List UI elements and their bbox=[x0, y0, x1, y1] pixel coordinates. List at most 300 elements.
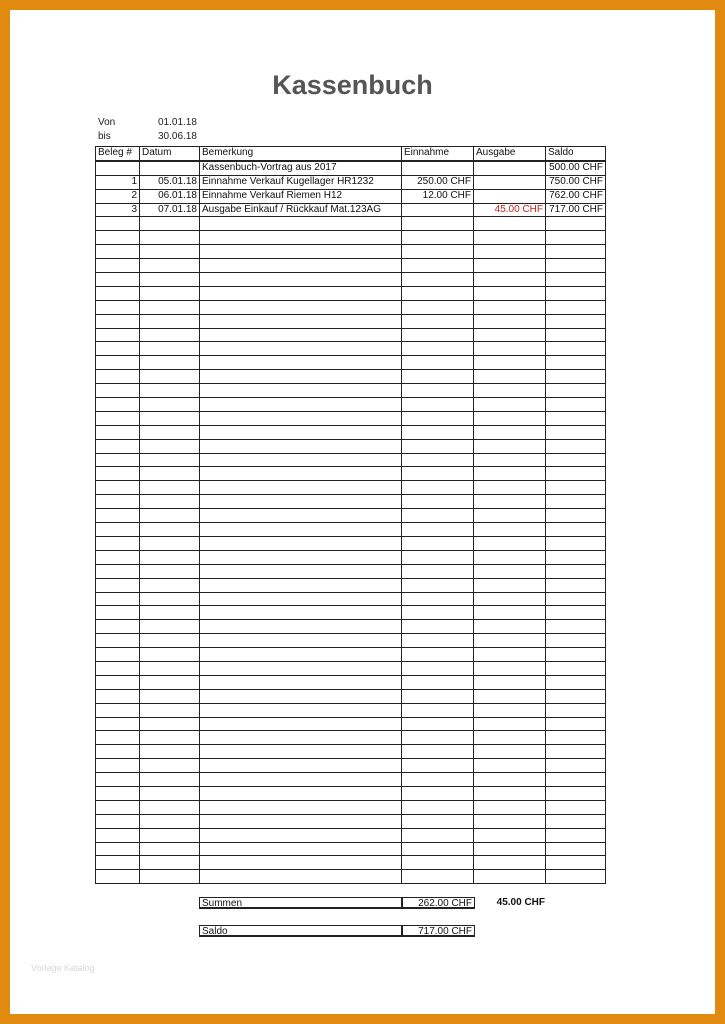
header-datum: Datum bbox=[140, 147, 200, 161]
cell-datum bbox=[140, 689, 200, 703]
cell-bemerkung: Ausgabe Einkauf / Rückkauf Mat.123AG bbox=[200, 203, 402, 217]
table-row bbox=[96, 231, 606, 245]
cell-bemerkung bbox=[200, 578, 402, 592]
cell-datum bbox=[140, 536, 200, 550]
cell-saldo bbox=[546, 286, 606, 300]
cell-ausgabe bbox=[474, 175, 546, 189]
cell-saldo: 762.00 CHF bbox=[546, 189, 606, 203]
cell-einnahme bbox=[402, 314, 474, 328]
cell-bemerkung bbox=[200, 259, 402, 273]
table-row bbox=[96, 842, 606, 856]
cell-einnahme bbox=[402, 536, 474, 550]
cell-beleg bbox=[96, 814, 140, 828]
cell-bemerkung bbox=[200, 564, 402, 578]
cell-einnahme bbox=[402, 592, 474, 606]
cell-saldo bbox=[546, 425, 606, 439]
cell-bemerkung bbox=[200, 828, 402, 842]
cell-datum bbox=[140, 856, 200, 870]
cell-einnahme bbox=[402, 634, 474, 648]
cell-bemerkung bbox=[200, 286, 402, 300]
table-row bbox=[96, 661, 606, 675]
cell-bemerkung bbox=[200, 786, 402, 800]
table-row bbox=[96, 217, 606, 231]
table-row bbox=[96, 398, 606, 412]
cell-beleg bbox=[96, 634, 140, 648]
cell-ausgabe bbox=[474, 231, 546, 245]
cell-saldo bbox=[546, 648, 606, 662]
cell-ausgabe bbox=[474, 620, 546, 634]
cell-saldo bbox=[546, 842, 606, 856]
cell-bemerkung bbox=[200, 661, 402, 675]
cell-beleg bbox=[96, 773, 140, 787]
cell-ausgabe bbox=[474, 648, 546, 662]
cell-beleg bbox=[96, 300, 140, 314]
cell-datum bbox=[140, 425, 200, 439]
cell-beleg bbox=[96, 592, 140, 606]
table-row bbox=[96, 203, 606, 217]
cell-bemerkung bbox=[200, 300, 402, 314]
cell-beleg bbox=[96, 286, 140, 300]
cell-beleg bbox=[96, 384, 140, 398]
cell-beleg bbox=[96, 495, 140, 509]
cell-ausgabe bbox=[474, 634, 546, 648]
cell-einnahme bbox=[402, 759, 474, 773]
cell-bemerkung bbox=[200, 495, 402, 509]
table-row bbox=[96, 675, 606, 689]
period-to-value: 30.06.18 bbox=[158, 131, 197, 142]
table-row bbox=[96, 481, 606, 495]
table-row bbox=[96, 523, 606, 537]
cell-beleg bbox=[96, 245, 140, 259]
cell-ausgabe bbox=[474, 661, 546, 675]
cell-datum bbox=[140, 231, 200, 245]
cell-ausgabe bbox=[474, 356, 546, 370]
header-ausgabe: Ausgabe bbox=[474, 147, 546, 161]
cell-ausgabe bbox=[474, 675, 546, 689]
table-row bbox=[96, 356, 606, 370]
cell-saldo bbox=[546, 259, 606, 273]
cell-einnahme bbox=[402, 509, 474, 523]
cell-ausgabe bbox=[474, 370, 546, 384]
cell-einnahme bbox=[402, 523, 474, 537]
cell-datum bbox=[140, 786, 200, 800]
table-row bbox=[96, 870, 606, 884]
cell-bemerkung bbox=[200, 870, 402, 884]
table-row bbox=[96, 509, 606, 523]
cell-beleg bbox=[96, 550, 140, 564]
cell-saldo bbox=[546, 245, 606, 259]
cell-ausgabe bbox=[474, 453, 546, 467]
cell-beleg bbox=[96, 259, 140, 273]
table-row bbox=[96, 620, 606, 634]
cell-bemerkung bbox=[200, 856, 402, 870]
cell-einnahme bbox=[402, 703, 474, 717]
cell-bemerkung bbox=[200, 592, 402, 606]
table-row bbox=[96, 564, 606, 578]
cell-einnahme bbox=[402, 203, 474, 217]
cell-ausgabe bbox=[474, 536, 546, 550]
cell-beleg bbox=[96, 328, 140, 342]
cell-ausgabe bbox=[474, 870, 546, 884]
cell-saldo bbox=[546, 773, 606, 787]
cell-ausgabe bbox=[474, 828, 546, 842]
cell-datum bbox=[140, 578, 200, 592]
cell-beleg bbox=[96, 717, 140, 731]
table-row bbox=[96, 189, 606, 203]
cell-bemerkung bbox=[200, 328, 402, 342]
cell-ausgabe bbox=[474, 342, 546, 356]
cell-ausgabe bbox=[474, 592, 546, 606]
cell-beleg bbox=[96, 564, 140, 578]
cell-einnahme bbox=[402, 842, 474, 856]
cell-saldo bbox=[546, 745, 606, 759]
cell-saldo bbox=[546, 356, 606, 370]
cell-datum bbox=[140, 453, 200, 467]
cell-ausgabe bbox=[474, 578, 546, 592]
cell-einnahme bbox=[402, 620, 474, 634]
cell-datum bbox=[140, 509, 200, 523]
cell-ausgabe bbox=[474, 800, 546, 814]
cell-einnahme bbox=[402, 245, 474, 259]
table-row bbox=[96, 648, 606, 662]
cell-beleg bbox=[96, 481, 140, 495]
cell-datum bbox=[140, 550, 200, 564]
cell-ausgabe bbox=[474, 273, 546, 287]
cell-ausgabe bbox=[474, 411, 546, 425]
cell-ausgabe bbox=[474, 467, 546, 481]
cell-einnahme bbox=[402, 300, 474, 314]
cell-beleg bbox=[96, 439, 140, 453]
cell-datum bbox=[140, 620, 200, 634]
cell-datum bbox=[140, 564, 200, 578]
table-row bbox=[96, 300, 606, 314]
table-header-row bbox=[96, 147, 606, 161]
cell-datum bbox=[140, 259, 200, 273]
cell-bemerkung: Kassenbuch-Vortrag aus 2017 bbox=[200, 161, 402, 175]
cell-einnahme bbox=[402, 453, 474, 467]
cell-beleg bbox=[96, 425, 140, 439]
cell-bemerkung bbox=[200, 398, 402, 412]
cell-saldo bbox=[546, 217, 606, 231]
cell-ausgabe bbox=[474, 703, 546, 717]
cell-beleg bbox=[96, 661, 140, 675]
cell-beleg bbox=[96, 536, 140, 550]
cell-beleg bbox=[96, 231, 140, 245]
cell-beleg bbox=[96, 356, 140, 370]
cell-saldo bbox=[546, 328, 606, 342]
cell-einnahme bbox=[402, 786, 474, 800]
cell-datum bbox=[140, 411, 200, 425]
cell-einnahme bbox=[402, 467, 474, 481]
cell-einnahme bbox=[402, 689, 474, 703]
cell-datum bbox=[140, 481, 200, 495]
cell-datum bbox=[140, 773, 200, 787]
cell-beleg bbox=[96, 675, 140, 689]
cell-beleg bbox=[96, 273, 140, 287]
cell-datum bbox=[140, 495, 200, 509]
cell-saldo bbox=[546, 634, 606, 648]
cell-bemerkung bbox=[200, 814, 402, 828]
cell-ausgabe bbox=[474, 856, 546, 870]
cell-saldo bbox=[546, 661, 606, 675]
cell-ausgabe bbox=[474, 481, 546, 495]
cell-beleg bbox=[96, 703, 140, 717]
table-row bbox=[96, 328, 606, 342]
period-from-value: 01.01.18 bbox=[158, 117, 197, 128]
cell-einnahme bbox=[402, 356, 474, 370]
cell-einnahme bbox=[402, 439, 474, 453]
cell-saldo bbox=[546, 717, 606, 731]
cell-datum bbox=[140, 759, 200, 773]
cell-beleg: 1 bbox=[96, 175, 140, 189]
cell-einnahme bbox=[402, 717, 474, 731]
table-row bbox=[96, 745, 606, 759]
cell-ausgabe bbox=[474, 550, 546, 564]
cell-beleg bbox=[96, 759, 140, 773]
cell-datum: 05.01.18 bbox=[140, 175, 200, 189]
cell-beleg bbox=[96, 467, 140, 481]
cell-bemerkung bbox=[200, 245, 402, 259]
cell-datum bbox=[140, 398, 200, 412]
cell-beleg bbox=[96, 314, 140, 328]
cell-einnahme bbox=[402, 231, 474, 245]
cell-einnahme bbox=[402, 564, 474, 578]
cell-beleg bbox=[96, 217, 140, 231]
cell-saldo bbox=[546, 800, 606, 814]
cell-bemerkung bbox=[200, 453, 402, 467]
cell-einnahme bbox=[402, 814, 474, 828]
cell-einnahme bbox=[402, 384, 474, 398]
cell-saldo bbox=[546, 481, 606, 495]
cell-ausgabe bbox=[474, 189, 546, 203]
cell-einnahme bbox=[402, 550, 474, 564]
cell-saldo bbox=[546, 703, 606, 717]
cell-saldo bbox=[546, 495, 606, 509]
cell-ausgabe bbox=[474, 523, 546, 537]
cell-beleg bbox=[96, 606, 140, 620]
cell-ausgabe bbox=[474, 564, 546, 578]
cell-beleg bbox=[96, 523, 140, 537]
cell-bemerkung bbox=[200, 231, 402, 245]
cell-bemerkung bbox=[200, 606, 402, 620]
cell-datum: 07.01.18 bbox=[140, 203, 200, 217]
cell-datum bbox=[140, 606, 200, 620]
cell-beleg bbox=[96, 578, 140, 592]
cell-ausgabe bbox=[474, 398, 546, 412]
cell-ausgabe bbox=[474, 217, 546, 231]
cell-saldo bbox=[546, 606, 606, 620]
period-from-label: Von bbox=[98, 117, 116, 128]
cell-datum bbox=[140, 161, 200, 175]
cell-beleg bbox=[96, 856, 140, 870]
cell-saldo bbox=[546, 675, 606, 689]
cell-einnahme bbox=[402, 773, 474, 787]
table-row bbox=[96, 689, 606, 703]
cell-ausgabe bbox=[474, 259, 546, 273]
cell-datum bbox=[140, 328, 200, 342]
table-row bbox=[96, 550, 606, 564]
header-einnahme: Einnahme bbox=[402, 147, 474, 161]
cell-bemerkung bbox=[200, 411, 402, 425]
cell-ausgabe bbox=[474, 286, 546, 300]
cell-bemerkung bbox=[200, 509, 402, 523]
header-beleg: Beleg # bbox=[96, 147, 140, 161]
cell-beleg bbox=[96, 411, 140, 425]
table-row bbox=[96, 467, 606, 481]
cell-saldo bbox=[546, 578, 606, 592]
cell-einnahme bbox=[402, 606, 474, 620]
table-row bbox=[96, 606, 606, 620]
cell-bemerkung bbox=[200, 717, 402, 731]
cell-saldo bbox=[546, 592, 606, 606]
cell-einnahme bbox=[402, 661, 474, 675]
cell-einnahme bbox=[402, 411, 474, 425]
cell-bemerkung bbox=[200, 356, 402, 370]
cell-ausgabe bbox=[474, 745, 546, 759]
cell-saldo bbox=[546, 870, 606, 884]
cell-saldo bbox=[546, 453, 606, 467]
cell-saldo bbox=[546, 370, 606, 384]
cell-saldo: 717.00 CHF bbox=[546, 203, 606, 217]
cell-datum bbox=[140, 592, 200, 606]
cell-bemerkung bbox=[200, 439, 402, 453]
cell-bemerkung bbox=[200, 314, 402, 328]
summen-einnahme: 262.00 CHF bbox=[402, 897, 475, 909]
cell-datum bbox=[140, 286, 200, 300]
cell-bemerkung bbox=[200, 731, 402, 745]
table-row bbox=[96, 259, 606, 273]
cell-bemerkung bbox=[200, 675, 402, 689]
cell-ausgabe bbox=[474, 731, 546, 745]
cell-ausgabe bbox=[474, 245, 546, 259]
cell-datum bbox=[140, 314, 200, 328]
table-row bbox=[96, 425, 606, 439]
table-row bbox=[96, 342, 606, 356]
cell-ausgabe bbox=[474, 786, 546, 800]
table-row bbox=[96, 314, 606, 328]
cell-bemerkung bbox=[200, 536, 402, 550]
table-row bbox=[96, 273, 606, 287]
cell-ausgabe bbox=[474, 842, 546, 856]
cell-beleg bbox=[96, 398, 140, 412]
cell-einnahme bbox=[402, 370, 474, 384]
cell-datum bbox=[140, 356, 200, 370]
cell-datum bbox=[140, 342, 200, 356]
summen-ausgabe: 45.00 CHF bbox=[496, 897, 545, 908]
cell-einnahme bbox=[402, 273, 474, 287]
cell-ausgabe bbox=[474, 689, 546, 703]
cell-saldo bbox=[546, 398, 606, 412]
cell-einnahme bbox=[402, 328, 474, 342]
cell-saldo bbox=[546, 759, 606, 773]
cell-datum bbox=[140, 800, 200, 814]
cell-saldo bbox=[546, 439, 606, 453]
cash-book-table bbox=[95, 146, 606, 884]
table-row bbox=[96, 703, 606, 717]
cell-ausgabe bbox=[474, 425, 546, 439]
cell-datum bbox=[140, 370, 200, 384]
cell-einnahme bbox=[402, 731, 474, 745]
cell-einnahme bbox=[402, 870, 474, 884]
cell-ausgabe bbox=[474, 606, 546, 620]
cell-datum bbox=[140, 439, 200, 453]
cell-bemerkung bbox=[200, 550, 402, 564]
cell-datum bbox=[140, 217, 200, 231]
cell-bemerkung bbox=[200, 523, 402, 537]
cell-beleg bbox=[96, 800, 140, 814]
cell-beleg bbox=[96, 745, 140, 759]
cell-saldo bbox=[546, 384, 606, 398]
cell-beleg: 3 bbox=[96, 203, 140, 217]
cell-datum bbox=[140, 703, 200, 717]
summen-label: Summen bbox=[199, 897, 402, 909]
cell-datum bbox=[140, 870, 200, 884]
cell-datum bbox=[140, 245, 200, 259]
cell-datum bbox=[140, 828, 200, 842]
cell-beleg bbox=[96, 786, 140, 800]
table-row bbox=[96, 759, 606, 773]
cell-bemerkung bbox=[200, 217, 402, 231]
cell-ausgabe bbox=[474, 759, 546, 773]
cell-bemerkung bbox=[200, 689, 402, 703]
cell-einnahme bbox=[402, 675, 474, 689]
table-row bbox=[96, 384, 606, 398]
cell-bemerkung bbox=[200, 481, 402, 495]
table-row bbox=[96, 828, 606, 842]
cell-saldo bbox=[546, 231, 606, 245]
cell-bemerkung bbox=[200, 703, 402, 717]
cell-datum bbox=[140, 384, 200, 398]
header-bemerkung: Bemerkung bbox=[200, 147, 402, 161]
cell-ausgabe bbox=[474, 384, 546, 398]
cell-bemerkung: Einnahme Verkauf Riemen H12 bbox=[200, 189, 402, 203]
table-row bbox=[96, 411, 606, 425]
cell-bemerkung bbox=[200, 745, 402, 759]
cell-beleg bbox=[96, 509, 140, 523]
cell-bemerkung bbox=[200, 384, 402, 398]
cell-bemerkung bbox=[200, 467, 402, 481]
cell-einnahme bbox=[402, 161, 474, 175]
cell-datum bbox=[140, 523, 200, 537]
cell-bemerkung bbox=[200, 759, 402, 773]
cell-bemerkung bbox=[200, 648, 402, 662]
cell-saldo bbox=[546, 856, 606, 870]
table-row bbox=[96, 536, 606, 550]
cell-beleg bbox=[96, 689, 140, 703]
cell-bemerkung bbox=[200, 634, 402, 648]
cell-einnahme: 12.00 CHF bbox=[402, 189, 474, 203]
cell-saldo bbox=[546, 689, 606, 703]
cell-bemerkung bbox=[200, 273, 402, 287]
cell-einnahme bbox=[402, 481, 474, 495]
cell-saldo bbox=[546, 411, 606, 425]
cell-einnahme bbox=[402, 648, 474, 662]
cell-datum bbox=[140, 717, 200, 731]
table-row bbox=[96, 453, 606, 467]
cell-ausgabe: 45.00 CHF bbox=[474, 203, 546, 217]
cell-einnahme bbox=[402, 259, 474, 273]
table-row bbox=[96, 578, 606, 592]
cell-einnahme bbox=[402, 828, 474, 842]
saldo-value: 717.00 CHF bbox=[402, 925, 475, 937]
cell-beleg bbox=[96, 842, 140, 856]
cell-bemerkung bbox=[200, 800, 402, 814]
cell-saldo bbox=[546, 509, 606, 523]
cell-einnahme bbox=[402, 578, 474, 592]
cell-datum bbox=[140, 842, 200, 856]
cell-einnahme: 250.00 CHF bbox=[402, 175, 474, 189]
cell-saldo bbox=[546, 467, 606, 481]
